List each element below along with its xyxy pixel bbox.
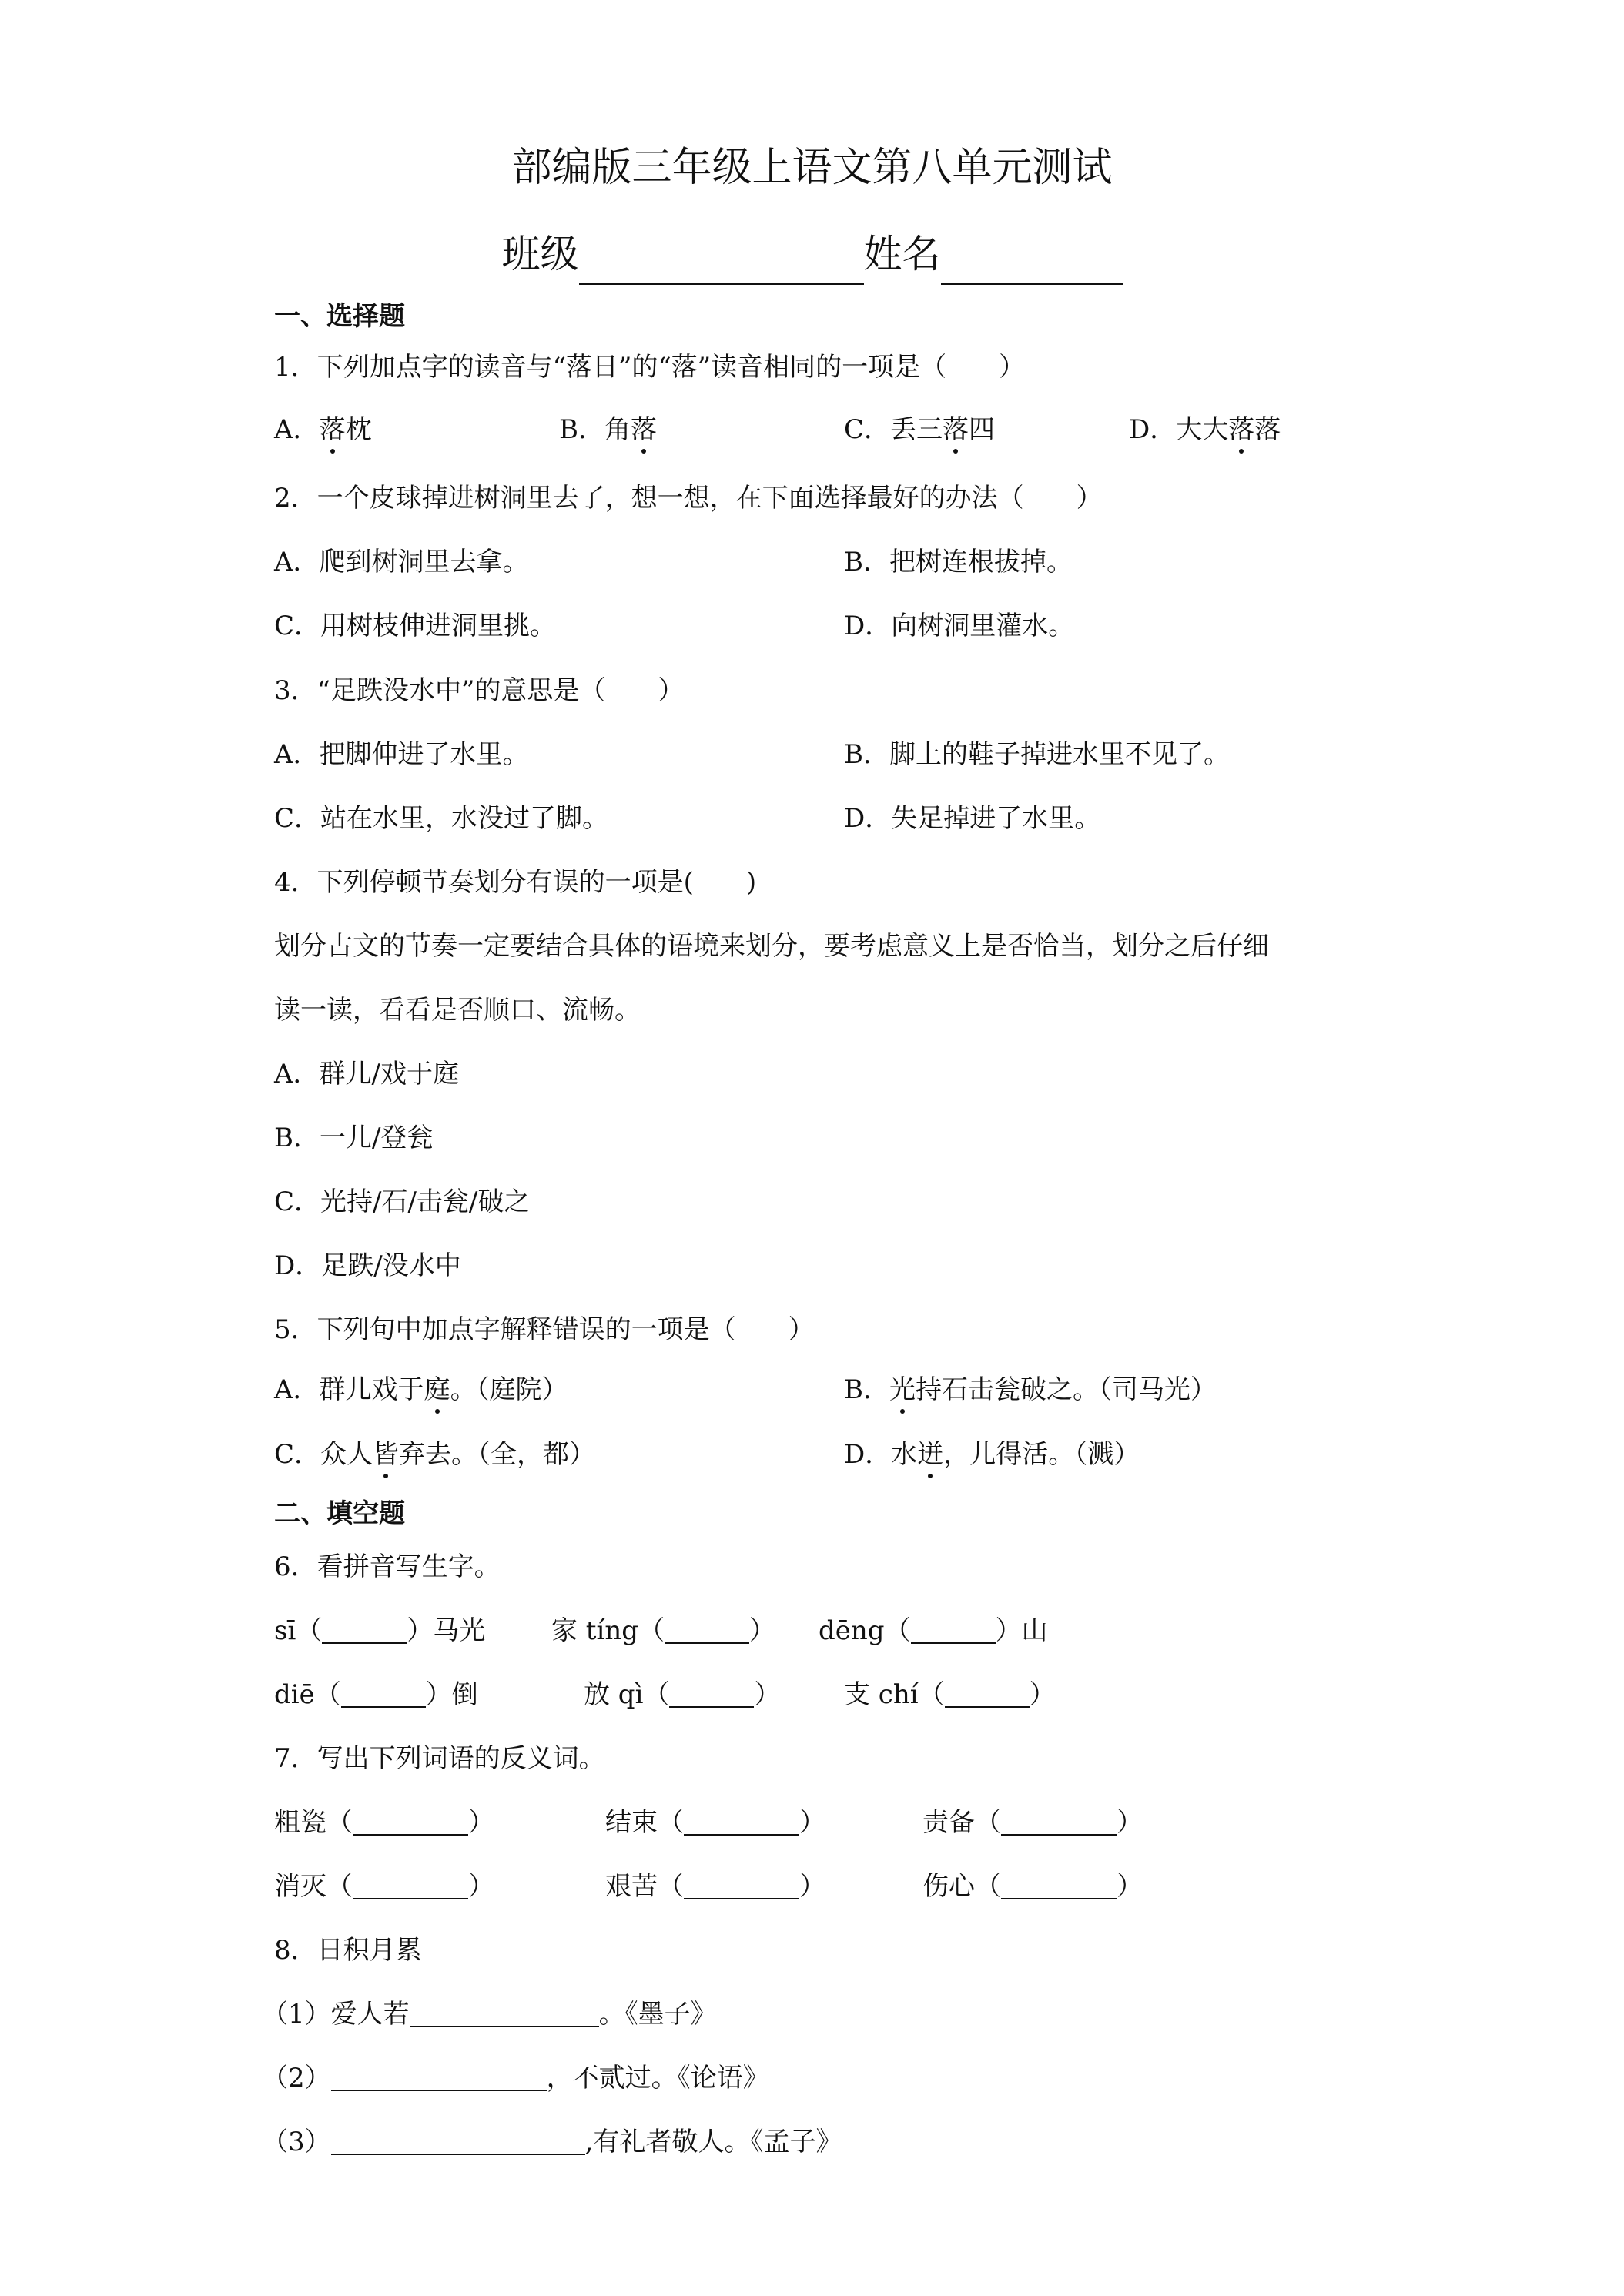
q1-option-d[interactable]: D．大大落落 <box>1129 410 1281 449</box>
q6-item-4[interactable]: diē（ ）倒 <box>274 1675 478 1714</box>
student-info-line <box>0 223 1624 285</box>
q6-item-5[interactable]: 放 qì（ ） <box>584 1675 780 1714</box>
q6-blank-1 <box>322 1613 407 1644</box>
q5-b-dotted-char: 光 <box>889 1371 916 1409</box>
q1-option-a[interactable]: A．落枕 <box>274 410 372 449</box>
q8-blank-1 <box>410 1996 599 2027</box>
q7-blank-4 <box>353 1869 468 1899</box>
q7-blank-5 <box>684 1869 799 1899</box>
q7-item-5[interactable]: 艰苦（ ） <box>605 1867 825 1906</box>
q1-c-dotted-char: 落 <box>943 410 969 449</box>
q6-item-2[interactable]: 家 tíng（ ） <box>551 1612 775 1650</box>
q5-option-c[interactable]: C．众人皆弃去。（全，都） <box>274 1435 595 1474</box>
q8-blank-3 <box>331 2124 585 2155</box>
q7-blank-3 <box>1001 1805 1117 1836</box>
q2-option-d[interactable]: D．向树洞里灌水。 <box>844 611 1075 641</box>
q8-stem: 8．日积月累 <box>274 1935 422 1966</box>
q4-option-c[interactable]: C．光持/石/击瓮/破之 <box>274 1186 531 1217</box>
q1-b-dotted-char: 落 <box>631 410 657 449</box>
q7-item-2[interactable]: 结束（ ） <box>605 1803 825 1842</box>
section-heading-choice: 一、选择题 <box>274 301 405 332</box>
q4-note-line-1: 划分古文的节奏一定要结合具体的语境来划分，要考虑意义上是否恰当，划分之后仔细 <box>274 931 1269 962</box>
q5-option-a[interactable]: A．群儿戏于庭。（庭院） <box>274 1371 568 1409</box>
q6-item-1[interactable]: sī（ ）马光 <box>274 1612 485 1650</box>
q1-option-c[interactable]: C．丢三落四 <box>844 410 995 449</box>
q6-blank-6 <box>945 1677 1030 1708</box>
q7-blank-1 <box>353 1805 468 1836</box>
q2-option-b[interactable]: B．把树连根拔掉。 <box>844 547 1073 577</box>
q1-stem: 1．下列加点字的读音与“落日”的“落”读音相同的一项是（ ） <box>274 352 1026 383</box>
q6-blank-3 <box>911 1613 996 1644</box>
q6-stem: 6．看拼音写生字。 <box>274 1551 501 1582</box>
q7-item-1[interactable]: 粗瓷（ ） <box>274 1803 494 1842</box>
q6-blank-4 <box>341 1677 426 1708</box>
q3-stem: 3．“足跌没水中”的意思是（ ） <box>274 675 685 706</box>
section-heading-fill: 二、填空题 <box>274 1498 405 1529</box>
q6-item-6[interactable]: 支 chí（ ） <box>844 1675 1056 1714</box>
q2-option-c[interactable]: C．用树枝伸进洞里挑。 <box>274 611 557 641</box>
q8-blank-2 <box>331 2060 547 2091</box>
q4-note-line-2: 读一读，看看是否顺口、流畅。 <box>274 995 641 1026</box>
q6-item-3[interactable]: dēng（ ）山 <box>819 1612 1048 1650</box>
q5-option-d[interactable]: D．水迸，儿得活。（溅） <box>844 1435 1140 1474</box>
q7-item-6[interactable]: 伤心（ ） <box>922 1867 1143 1906</box>
q1-option-b[interactable]: B．角落 <box>559 410 657 449</box>
q2-option-a[interactable]: A．爬到树洞里去拿。 <box>274 547 529 577</box>
q6-blank-2 <box>665 1613 749 1644</box>
q3-option-d[interactable]: D．失足掉进了水里。 <box>844 803 1101 834</box>
q8-line-3[interactable]: （3） ,有礼者敬人。《孟子》 <box>262 2123 842 2161</box>
q5-stem: 5．下列句中加点字解释错误的一项是（ ） <box>274 1314 815 1345</box>
q4-option-b[interactable]: B．一儿/登瓮 <box>274 1123 434 1153</box>
q3-option-a[interactable]: A．把脚伸进了水里。 <box>274 739 529 770</box>
q5-d-dotted-char: 迸 <box>917 1435 943 1474</box>
q5-c-dotted-char: 皆 <box>373 1435 399 1474</box>
class-blank[interactable] <box>579 238 864 285</box>
q7-stem: 7．写出下列词语的反义词。 <box>274 1743 605 1774</box>
q4-stem: 4．下列停顿节奏划分有误的一项是( ) <box>274 867 757 898</box>
q8-line-1[interactable]: （1）爱人若 。《墨子》 <box>262 1995 717 2033</box>
q7-blank-6 <box>1001 1869 1117 1899</box>
q5-option-b[interactable]: B．光持石击瓮破之。（司马光） <box>844 1371 1217 1409</box>
page-title: 部编版三年级上语文第八单元测试 <box>511 145 1113 191</box>
q3-option-b[interactable]: B．脚上的鞋子掉进水里不见了。 <box>844 739 1230 770</box>
q3-option-c[interactable]: C．站在水里，水没过了脚。 <box>274 803 609 834</box>
name-blank[interactable] <box>941 238 1123 285</box>
q2-stem: 2．一个皮球掉进树洞里去了，想一想，在下面选择最好的办法（ ） <box>274 483 1103 514</box>
q7-item-3[interactable]: 责备（ ） <box>922 1803 1143 1842</box>
q7-item-4[interactable]: 消灭（ ） <box>274 1867 494 1906</box>
class-label: 班级 <box>501 232 579 276</box>
q8-line-2[interactable]: （2） ，不贰过。《论语》 <box>262 2059 769 2097</box>
q4-option-d[interactable]: D．足跌/没水中 <box>274 1250 461 1281</box>
q6-blank-5 <box>669 1677 754 1708</box>
q5-a-dotted-char: 庭 <box>424 1371 450 1409</box>
q7-blank-2 <box>684 1805 799 1836</box>
q4-option-a[interactable]: A．群儿/戏于庭 <box>274 1059 460 1089</box>
q1-d-dotted-char: 落 <box>1228 410 1254 449</box>
q1-a-dotted-char: 落 <box>320 410 346 449</box>
name-label: 姓名 <box>863 232 941 276</box>
